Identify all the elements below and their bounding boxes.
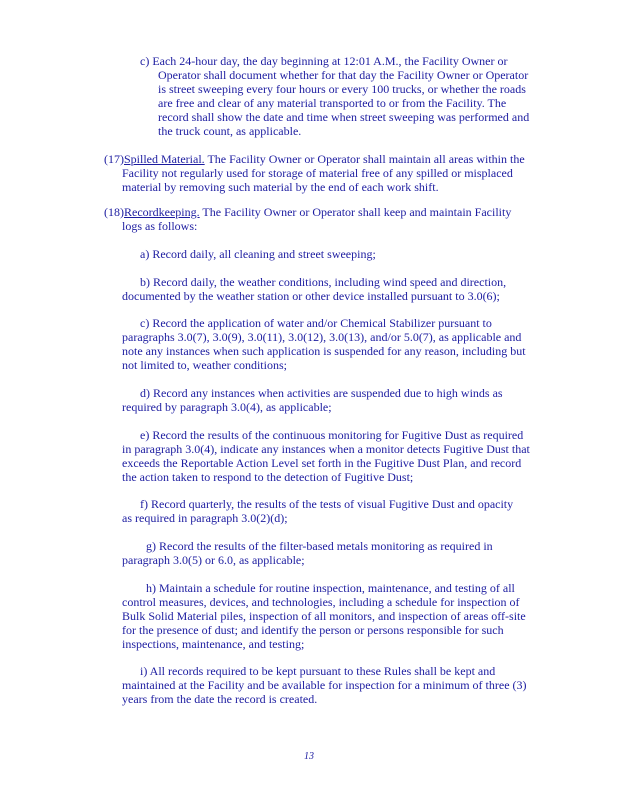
section-title: Spilled Material. xyxy=(124,152,205,166)
text-line: paragraphs 3.0(7), 3.0(9), 3.0(11), 3.0(12), 3.0(13), and/or 5.0(7), as applicable and xyxy=(122,330,522,344)
text-line: material by removing such material by the end of each work shift. xyxy=(122,180,439,194)
item-c-street-sweeping xyxy=(140,54,529,138)
text-line: c) Record the application of water and/or Chemical Stabilizer pursuant to xyxy=(140,316,492,330)
record-item-b xyxy=(122,275,506,303)
text-line: note any instances when such application is suspended for any reason, including but xyxy=(122,344,526,358)
record-item-e xyxy=(122,428,530,484)
record-item-c xyxy=(122,316,526,372)
text-line: the action taken to respond to the detection of Fugitive Dust; xyxy=(122,470,414,484)
text-line: e) Record the results of the continuous monitoring for Fugitive Dust as required xyxy=(140,428,524,442)
text-line: as required in paragraph 3.0(2)(d); xyxy=(122,511,288,525)
text-line: The Facility Owner or Operator shall keep and maintain Facility xyxy=(199,205,512,219)
text-line: control measures, devices, and technologies, including a schedule for inspection of xyxy=(122,595,520,609)
text-line: paragraph 3.0(5) or 6.0, as applicable; xyxy=(122,553,305,567)
record-item-a xyxy=(140,247,376,261)
text-line: The Facility Owner or Operator shall maintain all areas within the xyxy=(204,152,525,166)
record-item-g xyxy=(122,539,493,567)
page-number: 13 xyxy=(304,751,314,762)
text-line: is street sweeping every four hours or every 100 trucks, or whether the roads xyxy=(158,82,526,96)
text-line: g) Record the results of the filter-based metals monitoring as required in xyxy=(146,539,493,553)
section-number: (17) xyxy=(104,152,124,166)
text-line: required by paragraph 3.0(4), as applicable; xyxy=(122,400,332,414)
text-line: Operator shall document whether for that day the Facility Owner or Operator xyxy=(158,68,529,82)
record-item-h xyxy=(122,581,526,651)
record-item-f xyxy=(122,497,513,525)
section-17 xyxy=(104,152,525,194)
text-line: Facility not regularly used for storage of material free of any spilled or misplaced xyxy=(122,166,513,180)
text-line: f) Record quarterly, the results of the tests of visual Fugitive Dust and opacity xyxy=(140,497,514,511)
text-line: b) Record daily, the weather conditions, including wind speed and direction, xyxy=(140,275,507,289)
text-line: not limited to, weather conditions; xyxy=(122,358,287,372)
text-line: inspections, maintenance, and testing; xyxy=(122,637,305,651)
text-line: logs as follows: xyxy=(122,219,198,233)
section-18-first-line xyxy=(104,205,511,219)
section-title: Recordkeeping. xyxy=(124,205,200,219)
text-line: i) All records required to be kept pursuant to these Rules shall be kept and xyxy=(140,664,496,678)
record-item-i xyxy=(122,664,527,706)
text-line: for the presence of dust; and identify the person or persons responsible for such xyxy=(122,623,504,637)
record-item-d xyxy=(122,386,503,414)
text-line: documented by the weather station or other device installed pursuant to 3.0(6); xyxy=(122,289,500,303)
section-17-first-line xyxy=(104,152,525,166)
text-line: the truck count, as applicable. xyxy=(158,124,302,138)
text-line: years from the date the record is created. xyxy=(122,692,318,706)
text-line: c) Each 24-hour day, the day beginning at 12:01 A.M., the Facility Owner or xyxy=(140,54,508,68)
section-number: (18) xyxy=(104,205,124,219)
text-line: in paragraph 3.0(4), indicate any instances when a monitor detects Fugitive Dust that xyxy=(122,442,530,456)
text-line: maintained at the Facility and be available for inspection for a minimum of three (3) xyxy=(122,678,527,692)
text-line: a) Record daily, all cleaning and street sweeping; xyxy=(140,247,376,261)
text-line: record shall show the date and time when street sweeping was performed and xyxy=(158,110,530,124)
text-line: h) Maintain a schedule for routine inspection, maintenance, and testing of all xyxy=(146,581,515,595)
section-18 xyxy=(104,205,511,233)
text-line: d) Record any instances when activities are suspended due to high winds as xyxy=(140,386,503,400)
text-line: exceeds the Reportable Action Level set forth in the Fugitive Dust Plan, and record xyxy=(122,456,522,470)
text-line: are free and clear of any material transported to or from the Facility. The xyxy=(158,96,507,110)
text-line: Bulk Solid Material piles, inspection of all monitors, and inspection of areas off-site xyxy=(122,609,526,623)
